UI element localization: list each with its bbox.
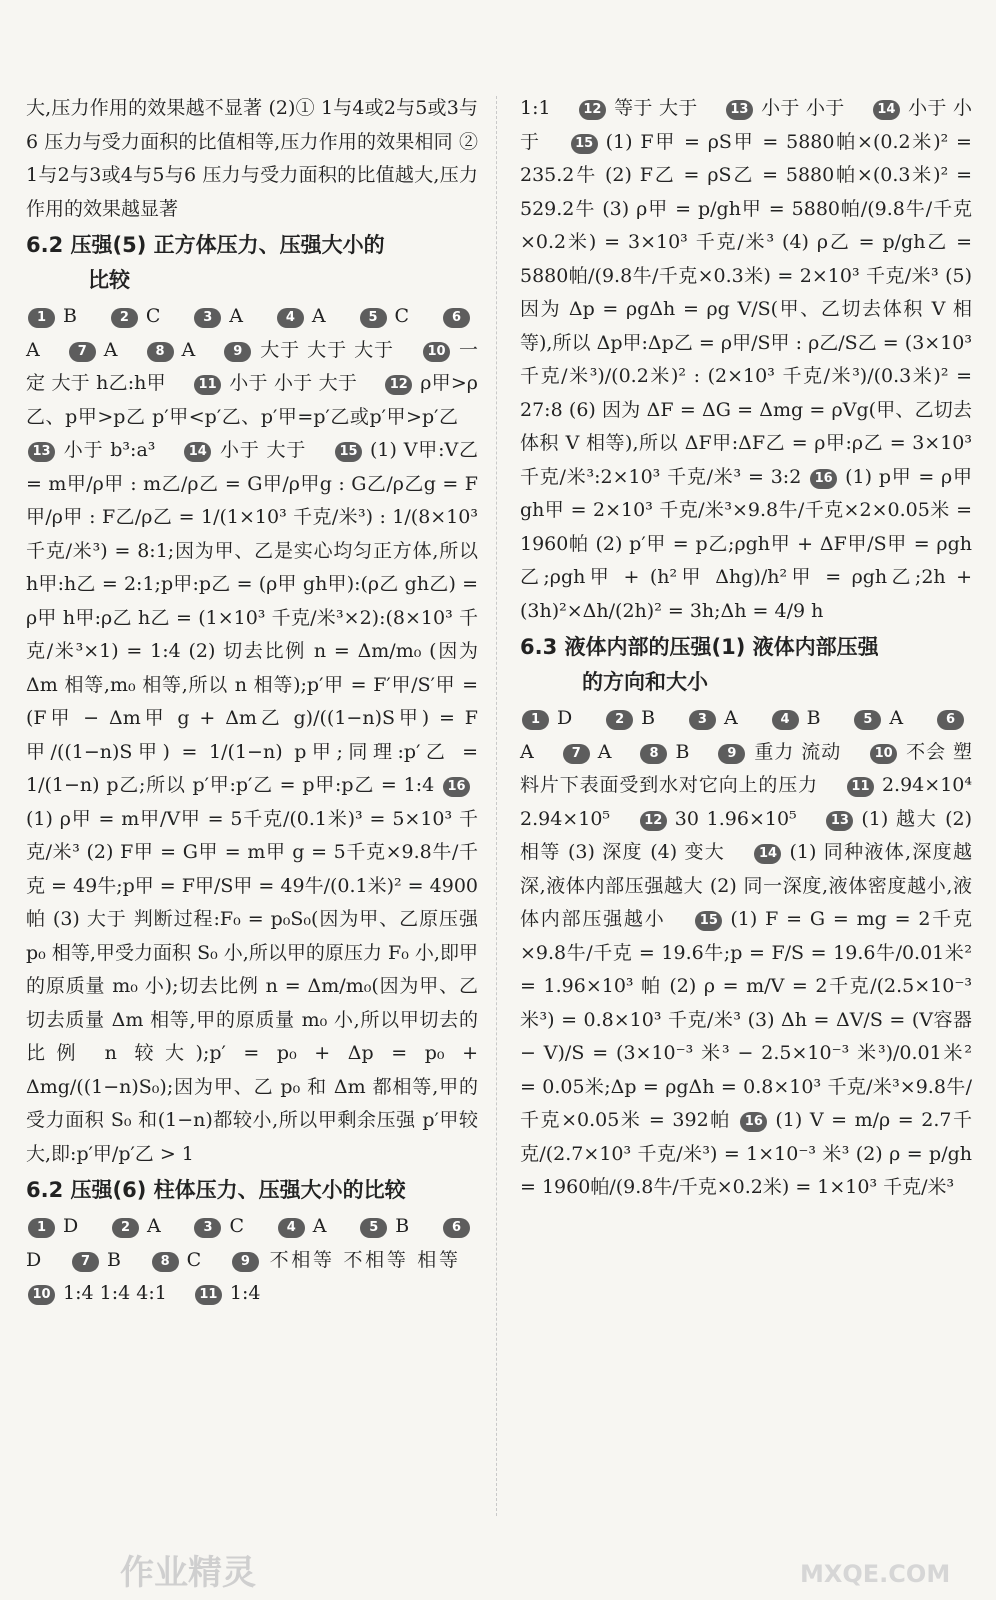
answer-row: [26, 1210, 478, 1311]
q-number: 1: [522, 710, 549, 730]
answer: C: [186, 1248, 202, 1271]
q-number: 11: [847, 777, 874, 797]
watermark-site: MXQE.COM: [800, 1560, 951, 1588]
answer: A: [146, 1215, 161, 1237]
answer: A: [103, 338, 118, 361]
q-number: 4: [278, 1218, 305, 1238]
q-number: 2: [111, 308, 138, 328]
answer-text: 1:1: [520, 97, 551, 119]
answer: 等于 大于: [613, 97, 698, 119]
answer: A: [597, 740, 612, 763]
answer: B: [641, 707, 656, 729]
q-number: 15: [695, 911, 722, 931]
answer-row: [520, 92, 972, 628]
answer: B: [675, 740, 690, 763]
answer-row: [26, 300, 478, 1171]
answer: A: [26, 338, 40, 361]
answer: (1) F = G = mg = 2千克×9.8牛/千克 = 19.6牛;p = F/S = 19.6牛/0.01米² = 1.96×10³ 帕 (2) ρ = m/V = 2千克/(2.5×10⁻³ 米³) = 0.8×10³ 千克/米³ (3) Δh = ΔV/S = (V容器 − V)/S = (3×10⁻³ 米³ − 2.5×10⁻³ 米³)/0.01米² = 0.05米;Δp = ρgΔh = 0.8×10³ 千克/米³×9.8牛/千克×0.05米 = 392帕: [520, 908, 972, 1131]
answer: (1) V甲:V乙 = m甲/ρ甲 : m乙/ρ乙 = G甲/ρ甲g : G乙/ρ乙g = F甲/ρ甲 : F乙/ρ乙 = 1/(1×10³ 千克/米³) : 1/(8×10³ 千克/米³) = 8:1;因为甲、乙是实心均匀正方体,所以 h甲:h乙 = 2:1;p甲:p乙 = (ρ甲 gh甲):(ρ乙 gh乙) = ρ甲 h甲:ρ乙 h乙 = (1×10³ 千克/米³×2):(8×10³ 千克/米³×1) = 1:4 (2) 切去比例 n = Δm/m₀ (因为 Δm 相等,m₀ 相等,所以 n 相等);p′甲 = F′甲/S′甲 = (F甲 − Δm甲 g + Δm乙 g)/((1−n)S甲) = F甲/((1−n)S甲) = 1/(1−n) p甲;同理:p′乙 = 1/(1−n) p乙;所以 p′甲:p′乙 = p甲:p乙 = 1:4: [26, 439, 479, 796]
answer: 小于 小于: [520, 97, 972, 153]
q-number: 2: [112, 1218, 139, 1238]
answer: B: [395, 1215, 410, 1237]
q-number: 2: [606, 710, 633, 730]
q-number: 1: [28, 1218, 55, 1238]
left-column: [26, 92, 478, 1311]
q-number: 14: [754, 844, 781, 864]
q-number: 14: [873, 100, 900, 120]
q-number: 12: [579, 100, 606, 120]
q-number: 7: [69, 342, 96, 362]
q-number: 5: [360, 1218, 387, 1238]
q-number: 3: [194, 308, 221, 328]
answer: A: [520, 740, 534, 763]
q-number: 13: [726, 100, 753, 120]
answer: 大于 大于 大于: [259, 338, 395, 361]
q-number: 7: [563, 744, 590, 764]
answer: 小于 小于 大于: [229, 372, 358, 394]
q-number: 3: [194, 1218, 221, 1238]
q-number: 10: [28, 1285, 55, 1305]
answer: (1) F甲 = ρS甲 = 5880帕×(0.2米)² = 235.2牛 (2) F乙 = ρS乙 = 5880帕×(0.3米)² = 529.2牛 (3) ρ甲 = p/gh甲 = 5880帕/(9.8牛/千克×0.2米) = 3×10³ 千克/米³ (4) ρ乙 = p/gh乙 = 5880帕/(9.8牛/千克×0.3米) = 2×10³ 千克/米³ (5) 因为 Δp = ρgΔh = ρg V/S(甲、乙切去体积 V 相等),所以 Δp甲:Δp乙 = ρ甲/S甲 : ρ乙/S乙 = (3×10³ 千克/米³)/(0.2米)² : (2×10³ 千克/米³)/(0.3米)² = 27:8 (6) 因为 ΔF = ΔG = Δmg = ρVg(甲、乙切去体积 V 相等),所以 ΔF甲:ΔF乙 = ρ甲:ρ乙 = 3×10³ 千克/米³:2×10³ 千克/米³ = 3:2: [520, 130, 972, 488]
q-number: 11: [194, 375, 221, 395]
answer: 不会 塑料片下表面受到水对它向上的压力: [520, 740, 973, 796]
section-title: 6.2 压强(5) 正方体压力、压强大小的: [26, 233, 385, 257]
q-number: 16: [740, 1112, 767, 1132]
q-number: 6: [443, 1218, 470, 1238]
answer: 小于 b³:a³: [63, 439, 156, 461]
answer-text: 大,压力作用的效果越不显著 (2)① 1与4或2与5或3与6 压力与受力面积的比值相等,压力作用的效果相同 ② 1与2与3或4与5与6 压力与受力面积的比值越大,压力作用的效果越显著: [26, 97, 478, 220]
answer: A: [889, 707, 904, 729]
answer: B: [106, 1248, 121, 1271]
q-number: 4: [277, 308, 304, 328]
q-number: 5: [360, 308, 387, 328]
answer: C: [145, 305, 161, 327]
section-heading: [26, 228, 478, 298]
section-heading: [26, 1173, 478, 1208]
column-divider: [496, 96, 497, 1516]
answer: 重力 流动: [753, 740, 842, 763]
answer: D: [63, 1215, 79, 1237]
answer: D: [557, 707, 573, 729]
answer: B: [806, 707, 821, 729]
answer: 1:4 1:4 4:1: [63, 1282, 167, 1304]
q-number: 6: [937, 710, 964, 730]
q-number: 7: [72, 1252, 99, 1272]
answer: A: [229, 305, 244, 327]
q-number: 8: [152, 1252, 179, 1272]
answer: 2.94×10⁴ 2.94×10⁵: [520, 774, 972, 830]
q-number: 15: [335, 442, 362, 462]
answer: 小于 大于: [219, 439, 307, 461]
q-number: 11: [195, 1285, 222, 1305]
answer: (1) V = m/ρ = 2.7千克/(2.7×10³ 千克/米³) = 1×10⁻³ 米³ (2) ρ = p/gh = 1960帕/(9.8牛/千克×0.2米) = 1×10³ 千克/米³: [520, 1109, 972, 1198]
answer: 1:4: [229, 1282, 261, 1304]
q-number: 9: [224, 342, 251, 362]
answer: (1) p甲 = ρ甲 gh甲 = 2×10³ 千克/米³×9.8牛/千克×2×0.05米 = 1960帕 (2) p′甲 = p乙;ρgh甲 + ΔF甲/S甲 = ρgh乙;ρgh甲 + (h²甲 Δhg)/h²甲 = ρgh乙;2h + (3h)²×Δh/(2h)² = 3h;Δh = 4/9 h: [520, 465, 972, 622]
q-number: 13: [826, 811, 853, 831]
q-number: 14: [184, 442, 211, 462]
q-number: 1: [28, 308, 55, 328]
answer: A: [181, 338, 196, 361]
q-number: 16: [810, 469, 837, 489]
answer: A: [312, 1215, 327, 1237]
q-number: 8: [640, 744, 667, 764]
answer: B: [63, 305, 77, 327]
right-column: [520, 92, 972, 1205]
q-number: 4: [772, 710, 799, 730]
q-number: 12: [385, 375, 412, 395]
q-number: 3: [689, 710, 716, 730]
answer: 一定 大于 h乙:h甲: [26, 338, 478, 394]
q-number: 5: [854, 710, 881, 730]
answer: (1) ρ甲 = m甲/V甲 = 5千克/(0.1米)³ = 5×10³ 千克/米³ (2) F甲 = G甲 = m甲 g = 5千克×9.8牛/千克 = 49牛;p甲 = F甲/S甲 = 49牛/(0.1米)² = 4900帕 (3) 大于 判断过程:F₀ = p₀S₀(因为甲、乙原压强 p₀ 相等,甲受力面积 S₀ 小,所以甲的原压力 F₀ 小,即甲的原质量 m₀ 小);切去比例 n = Δm/m₀(因为甲、乙切去质量 Δm 相等,甲的原质量 m₀ 小,所以甲切去的比例 n 较大);p′ = p₀ + Δp = p₀ + Δmg/((1−n)S₀);因为甲、乙 p₀ 和 Δm 都相等,甲的受力面积 S₀ 和(1−n)都较小,所以甲剩余压强 p′甲较大,即:p′甲/p′乙 > 1: [26, 807, 478, 1165]
answer: 30 1.96×10⁵: [674, 807, 797, 830]
q-number: 10: [423, 342, 450, 362]
answer: C: [229, 1215, 245, 1237]
answer: ρ甲>ρ乙、p甲>p乙 p′甲<p′乙、p′甲=p′乙或p′甲>p′乙: [26, 372, 478, 428]
q-number: 16: [443, 777, 470, 797]
answer: A: [311, 305, 326, 327]
answer: D: [26, 1248, 42, 1271]
q-number: 15: [571, 134, 598, 154]
section-heading: [520, 630, 972, 700]
section-title-cont: 比较: [88, 268, 130, 292]
q-number: 13: [28, 442, 55, 462]
section-title-cont: 的方向和大小: [582, 670, 708, 694]
q-number: 9: [232, 1252, 259, 1272]
q-number: 6: [443, 308, 470, 328]
section-title: 6.3 液体内部的压强(1) 液体内部压强: [520, 635, 879, 659]
q-number: 10: [870, 744, 897, 764]
section-title: 6.2 压强(6) 柱体压力、压强大小的比较: [26, 1178, 406, 1202]
answer: 不相等 不相等 相等: [266, 1248, 458, 1271]
answer-row: [520, 702, 972, 1205]
q-number: 8: [147, 342, 174, 362]
answer: (1) 同种液体,深度越深,液体内部压强越大 (2) 同一深度,液体密度越小,液体内部压强越小: [520, 841, 972, 930]
q-number: 12: [640, 811, 667, 831]
answer: A: [723, 707, 738, 729]
watermark-text: 作业精灵: [120, 1553, 256, 1593]
answer: (1) 越大 (2) 相等 (3) 深度 (4) 变大: [520, 807, 972, 863]
answer: C: [394, 305, 410, 327]
answer: 小于 小于: [760, 97, 845, 119]
q-number: 9: [718, 744, 745, 764]
